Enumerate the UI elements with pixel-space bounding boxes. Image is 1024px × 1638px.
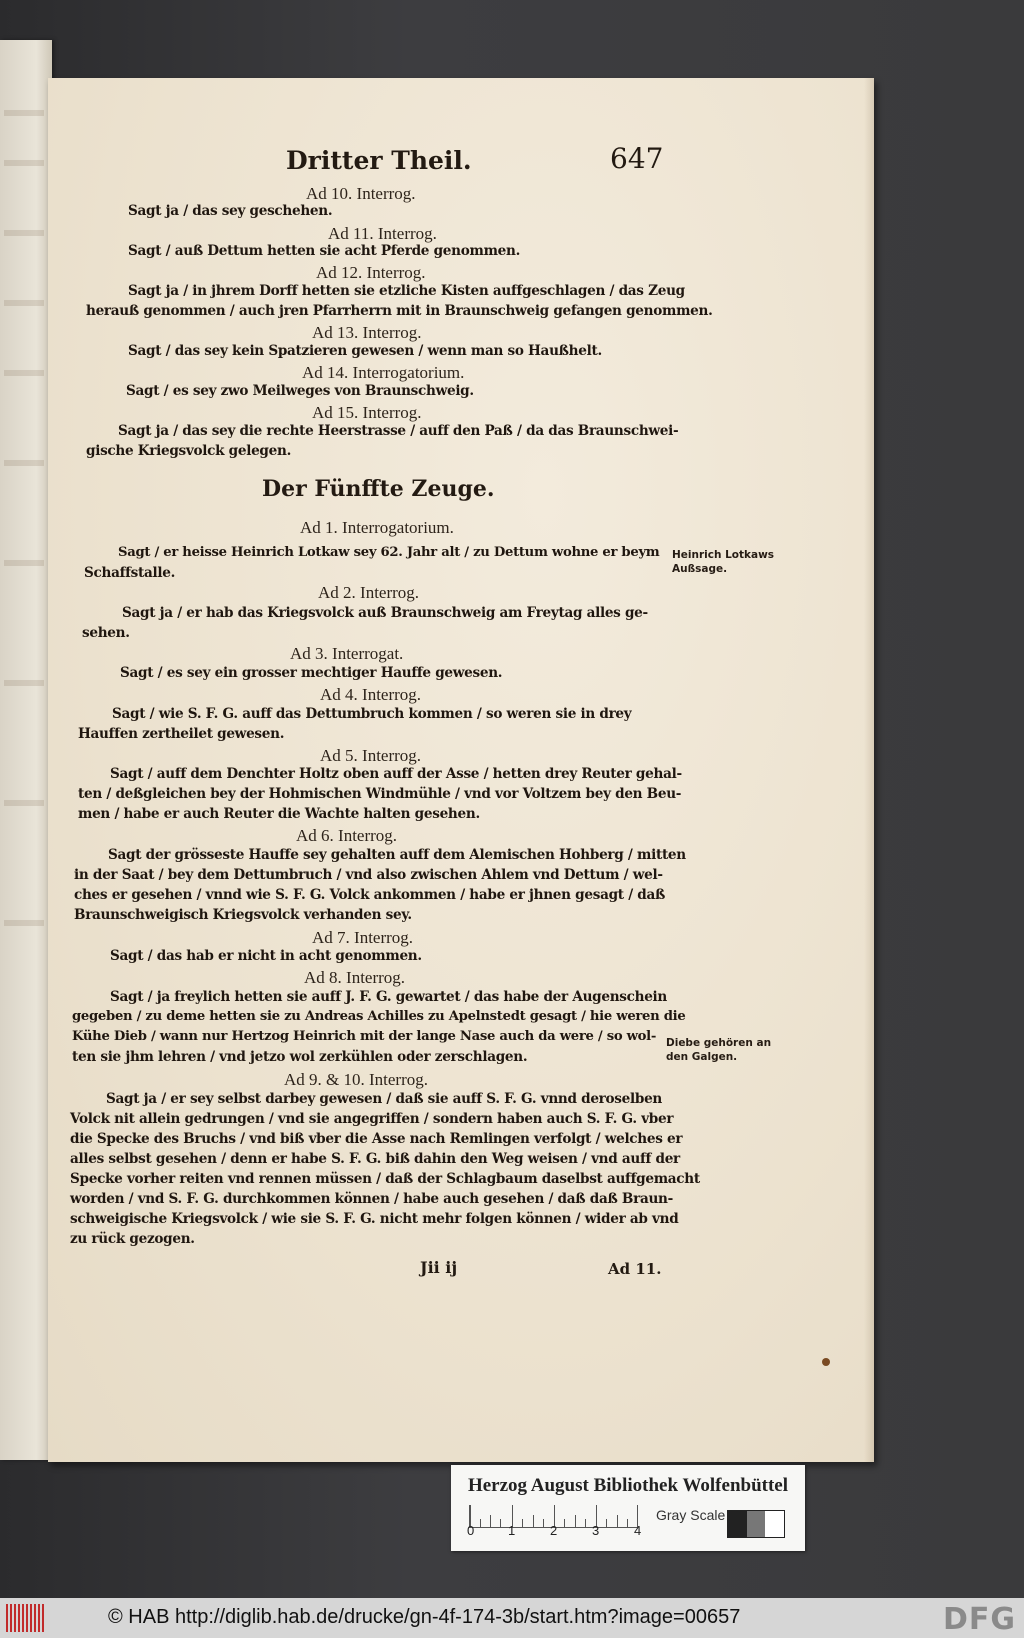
page-number: 647 [610, 142, 664, 175]
line-10: Ad 14. Interrogatorium. [302, 363, 465, 382]
catchword: Ad 11. [608, 1260, 662, 1278]
line-6: Sagt ja / in jhrem Dorff hetten sie etzliche Kisten auffgeschlagen / das Zeug [128, 283, 685, 299]
marginal-note-2-line2: den Galgen. [666, 1051, 738, 1063]
line-9: Sagt / das sey kein Spatzieren gewesen / wenn man so Haußhelt. [128, 343, 602, 359]
line-5: Ad 12. Interrog. [316, 263, 426, 282]
line-16: Sagt / er heisse Heinrich Lotkaw sey 62. Jahr alt / zu Dettum wohne er beym [118, 545, 660, 560]
book-page [48, 78, 874, 1462]
line-23: Ad 4. Interrog. [320, 685, 422, 704]
line-43: Sagt ja / er sey selbst darbey gewesen / daß sie auff S. F. G. vnnd deroselben [106, 1091, 663, 1107]
line-33: ches er gesehen / vnnd wie S. F. G. Volck ankommen / habe er jhnen gesagt / daß [74, 887, 666, 903]
line-35: Ad 7. Interrog. [312, 928, 414, 947]
marginal-note-1 [672, 548, 774, 576]
line-37: Ad 8. Interrog. [304, 968, 406, 987]
line-15: Ad 1. Interrogatorium. [300, 518, 454, 537]
line-11: Sagt / es sey zwo Meilweges von Braunschweig. [126, 383, 474, 399]
line-2: Sagt ja / das sey geschehen. [128, 203, 333, 219]
line-19: Sagt ja / er hab das Kriegsvolck auß Braunschweig am Freytag alles ge- [122, 605, 648, 621]
line-22: Sagt / es sey ein grosser mechtiger Hauffe gewesen. [120, 665, 503, 681]
line-20: sehen. [82, 625, 130, 641]
signature-mark: Jii ij [420, 1258, 458, 1277]
line-7: herauß genommen / auch jren Pfarrherrn mit in Braunschweig gefangen genommen. [86, 303, 713, 319]
gray-scale-patches [727, 1510, 785, 1538]
line-14: gische Kriegsvolck gelegen. [86, 443, 292, 459]
marginal-note-2 [666, 1036, 771, 1064]
line-32: in der Saat / bey dem Dettumbruch / vnd also zwischen Ahlem vnd Dettum / wel- [74, 867, 663, 883]
footer-bar [0, 1598, 1024, 1638]
copyright-url[interactable]: © HAB http://diglib.hab.de/drucke/gn-4f-174-3b/start.htm?image=00657 [108, 1606, 741, 1628]
line-21: Ad 3. Interrogat. [290, 644, 404, 663]
line-38: Sagt / ja freylich hetten sie auff J. F. G. gewartet / das habe der Augenschein [110, 989, 667, 1005]
line-39: gegeben / zu deme hetten sie zu Andreas Achilles zu Apelnstedt gesagt / hie weren die [72, 1009, 686, 1024]
line-8: Ad 13. Interrog. [312, 323, 422, 342]
marginal-note-1-line1: Heinrich Lotkaws [672, 549, 775, 561]
line-27: Sagt / auff dem Denchter Holtz oben auff der Asse / hetten drey Reuter gehal- [110, 766, 682, 782]
line-41: ten sie jhm lehren / vnd jetzo wol zerkühlen oder zerschlagen. [72, 1049, 528, 1065]
library-name: Herzog August Bibliothek Wolfenbüttel [467, 1475, 789, 1496]
ruler-number: 2 [550, 1523, 558, 1538]
ruler-number: 0 [467, 1523, 475, 1538]
line-1: Ad 10. Interrog. [306, 184, 416, 203]
line-49: schweigische Kriegsvolck / wie sie S. F. G. nicht mehr folgen können / wider ab vnd [70, 1211, 679, 1227]
ruler-number: 1 [508, 1523, 516, 1538]
line-26: Ad 5. Interrog. [320, 746, 422, 765]
line-3: Ad 11. Interrog. [328, 224, 437, 243]
running-head: Dritter Theil. [286, 146, 472, 175]
hab-logo-icon [6, 1604, 46, 1632]
line-24: Sagt / wie S. F. G. auff das Dettumbruch kommen / so weren sie in drey [112, 706, 632, 722]
gray-scale-label: Gray Scale [656, 1507, 726, 1523]
ruler-number: 3 [592, 1523, 600, 1538]
dfg-logo: DFG [942, 1602, 1016, 1637]
line-17: Schaffstalle. [84, 565, 176, 581]
line-13: Sagt ja / das sey die rechte Heerstrasse / auff den Paß / da das Braunschwei- [118, 423, 679, 439]
line-46: alles selbst gesehen / denn er habe S. F. G. biß dahin den Weg weisen / vnd auff der [70, 1151, 680, 1167]
line-47: Specke vorher reiten vnd rennen müssen / daß der Schlagbaum daselbst auffgemacht [70, 1171, 700, 1187]
facing-page-edge [0, 40, 52, 1460]
line-31: Sagt der grösseste Hauffe sey gehalten auff dem Alemischen Hohberg / mitten [108, 847, 686, 863]
line-28: ten / deßgleichen bey der Hohmischen Windmühle / vnd vor Voltzem bey den Beu- [78, 786, 682, 802]
line-50: zu rück gezogen. [70, 1231, 195, 1247]
line-25: Hauffen zertheilet gewesen. [78, 726, 285, 742]
ruler-number: 4 [634, 1523, 642, 1538]
line-45: die Specke des Bruchs / vnd biß vber die Asse nach Remlingen verfolgt / welches er [70, 1131, 683, 1147]
line-36: Sagt / das hab er nicht in acht genommen. [110, 948, 422, 964]
library-color-target [451, 1465, 805, 1551]
paper-stain [822, 1358, 830, 1366]
marginal-note-2-line1: Diebe gehören an [666, 1037, 772, 1049]
line-42: Ad 9. & 10. Interrog. [284, 1070, 429, 1089]
line-44: Volck nit allein gedrungen / vnd sie angegriffen / sondern haben auch S. F. G. vber [70, 1111, 674, 1127]
line-4: Sagt / auß Dettum hetten sie acht Pferde genommen. [128, 243, 521, 259]
section-heading: Der Fünffte Zeuge. [262, 476, 495, 502]
line-40: Kühe Dieb / wann nur Hertzog Heinrich mit der lange Nase auch da were / so wol- [72, 1029, 657, 1044]
line-34: Braunschweigisch Kriegsvolck verhanden sey. [74, 907, 412, 923]
line-12: Ad 15. Interrog. [312, 403, 422, 422]
line-30: Ad 6. Interrog. [296, 826, 398, 845]
line-29: men / habe er auch Reuter die Wachte halten gesehen. [78, 806, 480, 822]
line-48: worden / vnd S. F. G. durchkommen können / habe auch gesehen / daß daß Braun- [70, 1191, 673, 1207]
line-18: Ad 2. Interrog. [318, 583, 420, 602]
marginal-note-1-line2: Außsage. [672, 563, 728, 575]
page-edge-shadow [864, 78, 874, 1462]
